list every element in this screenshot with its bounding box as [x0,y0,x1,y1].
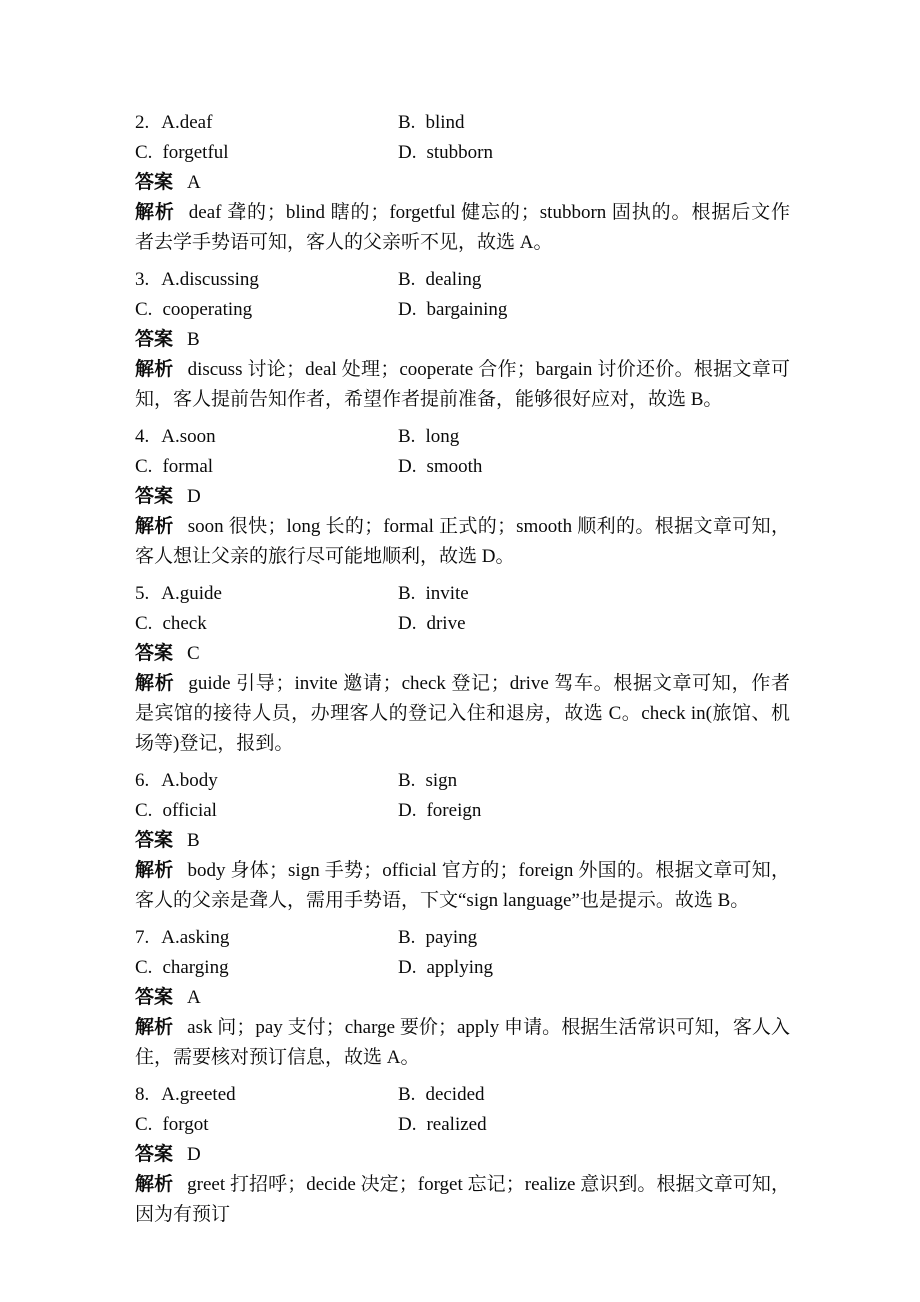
answer-label: 答案 [135,1144,174,1165]
option-c-text: check [162,613,207,634]
option-c-text: forgot [162,1114,209,1135]
option-b-text: blind [425,112,465,133]
option-d-text: bargaining [426,299,508,320]
option-a-text: body [179,770,218,791]
question-block [135,579,790,759]
option-c-text: formal [162,456,214,477]
option-b-cell [398,579,790,609]
option-c-text: charging [162,957,229,978]
option-c-cell [135,796,398,826]
options-row-1 [135,1080,790,1110]
option-d-key: D. [398,142,417,163]
option-d-cell [398,796,790,826]
option-b-cell [398,422,790,452]
analysis-paragraph [135,355,790,415]
option-d-text: applying [426,957,493,978]
analysis-text: ask 问；pay 支付；charge 要价；apply 申请。根据生活常识可知，客人入住，需要核对预订信息，故选 A。 [135,1017,790,1068]
analysis-text: soon 很快；long 长的；formal 正式的；smooth 顺利的。根据文章可知，客人想让父亲的旅行尽可能地顺利，故选 D。 [135,516,790,567]
options-row-1 [135,923,790,953]
answer-value: D [187,486,201,507]
answer-label: 答案 [135,329,174,350]
option-a-cell [135,422,398,452]
option-d-text: stubborn [426,142,493,163]
options-row-2 [135,796,790,826]
option-d-text: smooth [426,456,483,477]
option-d-key: D. [398,957,417,978]
options-row-1 [135,766,790,796]
option-a-cell [135,1080,398,1110]
option-a-cell [135,579,398,609]
options-row-2 [135,1110,790,1140]
options-row-1 [135,108,790,138]
option-a-key: A. [161,927,180,948]
analysis-text: guide 引导；invite 邀请；check 登记；drive 驾车。根据文章可知，作者是宾馆的接待人员，办理客人的登记入住和退房，故选 C。check in(旅馆、机场等)登记，报到。 [135,673,790,754]
answer-value: B [187,329,200,350]
analysis-paragraph [135,198,790,258]
options-row-1 [135,579,790,609]
option-a-key: A. [161,770,180,791]
question-block [135,265,790,415]
question-number: 7. [135,927,150,948]
option-d-key: D. [398,1114,417,1135]
question-block [135,422,790,572]
answer-label: 答案 [135,643,174,664]
option-c-cell [135,138,398,168]
option-c-text: official [162,800,217,821]
option-a-text: guide [179,583,222,604]
option-c-key: C. [135,957,153,978]
option-c-cell [135,452,398,482]
option-b-cell [398,923,790,953]
question-block [135,108,790,258]
question-block [135,923,790,1073]
option-d-key: D. [398,299,417,320]
analysis-paragraph [135,512,790,572]
answer-label: 答案 [135,486,174,507]
option-b-key: B. [398,583,416,604]
options-row-2 [135,138,790,168]
analysis-label: 解析 [135,1174,174,1195]
option-b-text: decided [425,1084,485,1105]
answer-value: A [187,172,201,193]
answer-line [135,1140,790,1170]
options-row-2 [135,609,790,639]
analysis-label: 解析 [135,516,174,537]
option-d-key: D. [398,456,417,477]
option-b-key: B. [398,770,416,791]
option-b-cell [398,265,790,295]
analysis-label: 解析 [135,860,174,881]
option-d-key: D. [398,800,417,821]
question-block [135,766,790,916]
option-b-key: B. [398,112,416,133]
analysis-paragraph [135,1170,790,1230]
option-b-cell [398,108,790,138]
option-c-key: C. [135,142,153,163]
options-row-2 [135,953,790,983]
option-d-text: drive [426,613,466,634]
analysis-paragraph [135,669,790,759]
option-c-text: cooperating [162,299,253,320]
option-c-key: C. [135,299,153,320]
question-number: 5. [135,583,150,604]
option-c-cell [135,295,398,325]
answer-label: 答案 [135,172,174,193]
analysis-paragraph [135,856,790,916]
analysis-label: 解析 [135,202,175,223]
option-d-text: realized [426,1114,487,1135]
option-a-key: A. [161,112,180,133]
option-a-cell [135,265,398,295]
question-number: 2. [135,112,150,133]
option-d-key: D. [398,613,417,634]
answer-label: 答案 [135,830,174,851]
analysis-label: 解析 [135,673,175,694]
option-b-key: B. [398,1084,416,1105]
analysis-label: 解析 [135,1017,174,1038]
question-block [135,1080,790,1230]
answer-value: B [187,830,200,851]
option-b-text: dealing [425,269,482,290]
options-row-2 [135,452,790,482]
questions-list [135,108,790,1230]
option-c-key: C. [135,456,153,477]
options-row-1 [135,265,790,295]
option-a-key: A. [161,1084,180,1105]
answer-line [135,482,790,512]
option-c-cell [135,953,398,983]
option-b-text: sign [425,770,458,791]
option-c-key: C. [135,613,153,634]
option-b-text: invite [425,583,469,604]
options-row-1 [135,422,790,452]
option-d-text: foreign [426,800,482,821]
answer-line [135,639,790,669]
option-c-text: forgetful [162,142,229,163]
option-a-key: A. [161,426,180,447]
answer-value: A [187,987,201,1008]
answer-label: 答案 [135,987,174,1008]
analysis-text: greet 打招呼；decide 决定；forget 忘记；realize 意识到。根据文章可知，因为有预订 [135,1174,790,1225]
question-number: 4. [135,426,150,447]
option-a-text: soon [179,426,216,447]
question-number: 3. [135,269,150,290]
answer-value: C [187,643,200,664]
option-b-cell [398,766,790,796]
answer-line [135,983,790,1013]
analysis-text: body 身体；sign 手势；official 官方的；foreign 外国的。根据文章可知，客人的父亲是聋人，需用手势语，下文“sign language”也是提示。故选 B。 [135,860,790,911]
answer-line [135,325,790,355]
question-number: 6. [135,770,150,791]
option-b-cell [398,1080,790,1110]
option-a-cell [135,108,398,138]
answer-line [135,826,790,856]
question-number: 8. [135,1084,150,1105]
option-d-cell [398,138,790,168]
option-b-key: B. [398,269,416,290]
option-b-key: B. [398,927,416,948]
option-a-cell [135,766,398,796]
option-d-cell [398,953,790,983]
option-b-text: paying [425,927,478,948]
option-a-text: deaf [179,112,213,133]
option-a-text: asking [179,927,230,948]
option-b-text: long [425,426,460,447]
option-a-key: A. [161,583,180,604]
option-c-key: C. [135,800,153,821]
option-a-key: A. [161,269,180,290]
analysis-label: 解析 [135,359,174,380]
options-row-2 [135,295,790,325]
answer-value: D [187,1144,201,1165]
option-a-cell [135,923,398,953]
option-d-cell [398,609,790,639]
option-d-cell [398,295,790,325]
analysis-text: deaf 聋的；blind 瞎的；forgetful 健忘的；stubborn 固执的。根据后文作者去学手势语可知，客人的父亲听不见，故选 A。 [135,202,790,253]
analysis-paragraph [135,1013,790,1073]
analysis-text: discuss 讨论；deal 处理；cooperate 合作；bargain 讨价还价。根据文章可知，客人提前告知作者，希望作者提前准备，能够很好应对，故选 B。 [135,359,790,410]
option-d-cell [398,1110,790,1140]
option-b-key: B. [398,426,416,447]
option-a-text: discussing [179,269,259,290]
option-c-cell [135,1110,398,1140]
option-c-cell [135,609,398,639]
option-a-text: greeted [179,1084,236,1105]
answer-line [135,168,790,198]
option-d-cell [398,452,790,482]
option-c-key: C. [135,1114,153,1135]
